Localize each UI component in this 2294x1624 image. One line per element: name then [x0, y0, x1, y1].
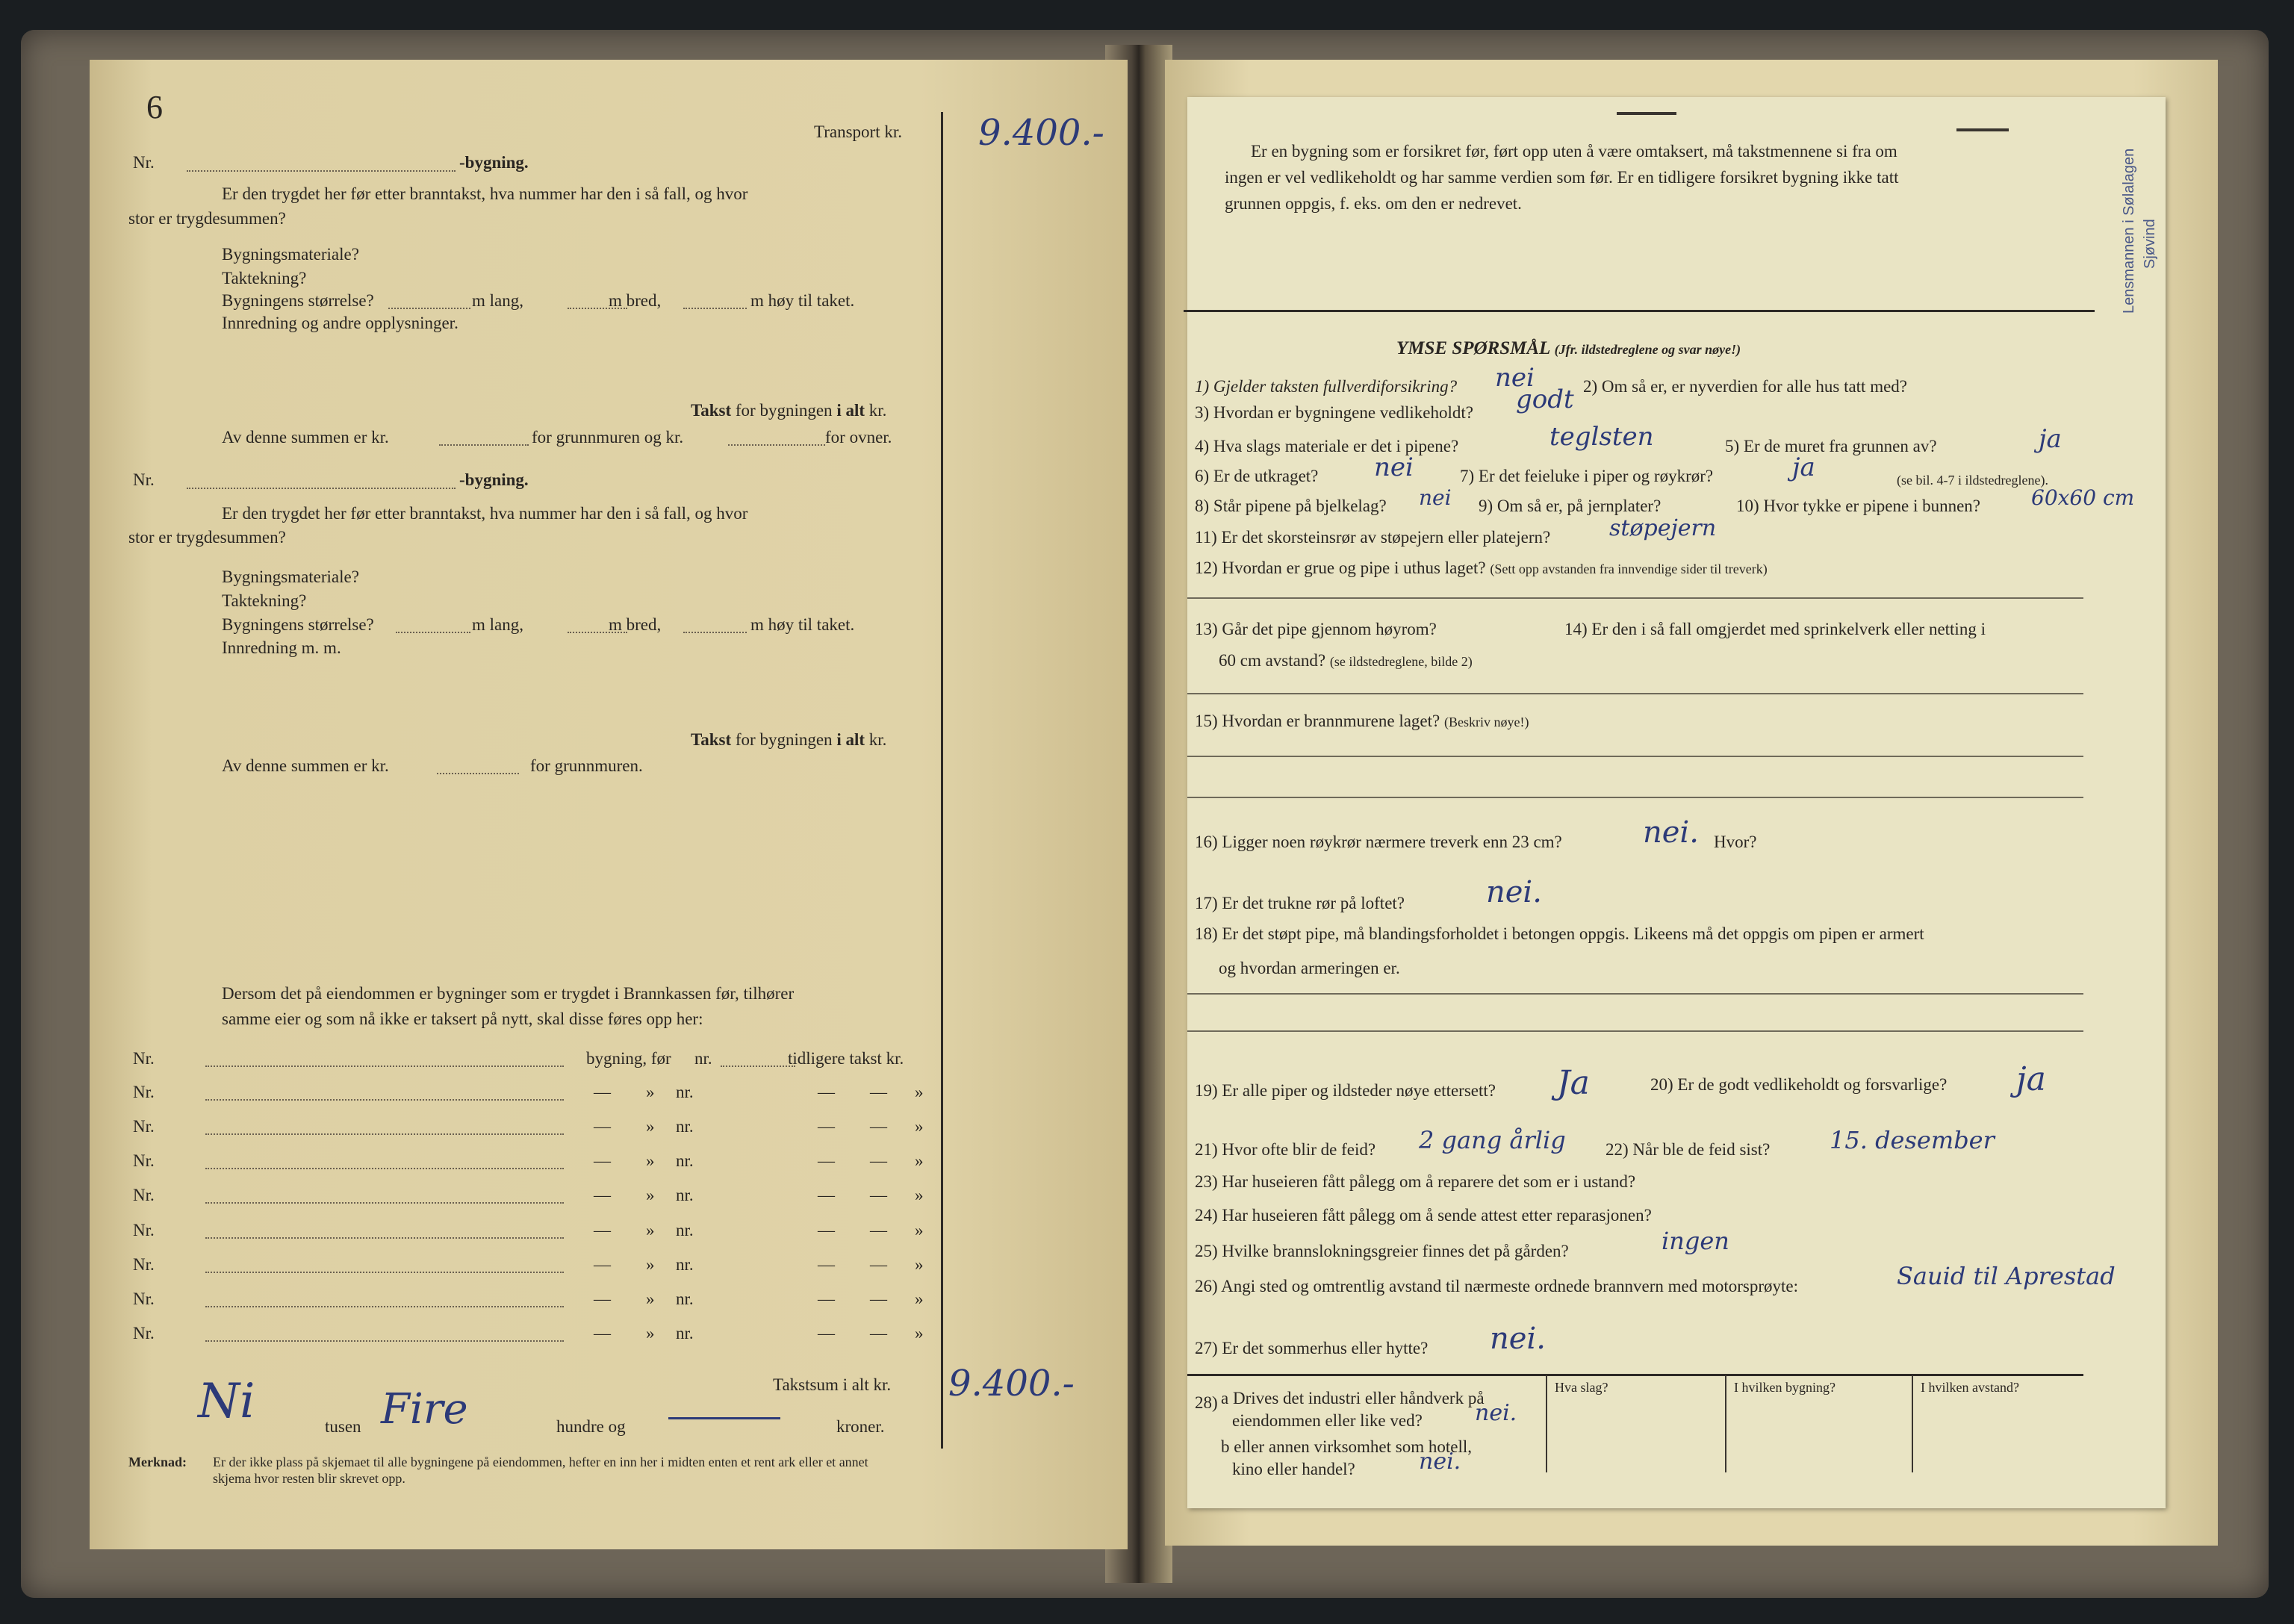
width-unit-2: m bred, [609, 615, 662, 634]
takstsum-label: Takstsum i alt kr. [773, 1375, 892, 1394]
a22: 15. desember [1830, 1126, 1995, 1154]
takst-ialt-2: i alt [836, 730, 865, 749]
height-field-2 [683, 632, 747, 633]
q12-note: (Sett opp avstanden fra innvendige sider til treverk) [1490, 561, 1768, 576]
furnishing-label-2: Innredning m. m. [222, 638, 341, 657]
a19: Ja [1557, 1064, 1590, 1102]
a26: Sauid til Aprestad [1897, 1262, 2116, 1290]
q15: 15) Hvordan er brannmurene laget? [1195, 712, 1440, 730]
list-row-dash: — [594, 1186, 611, 1204]
list-row-nr: Nr. [133, 1151, 155, 1170]
trygdet-question-cont-2: stor er trygdesummen? [128, 528, 286, 547]
list-row-dash: — [870, 1186, 887, 1204]
list-header-bygning: bygning, før [586, 1049, 671, 1068]
a10: 60x60 cm [2031, 485, 2135, 510]
height-unit-2: m høy til taket. [750, 615, 855, 634]
q7-note: (se bil. 4-7 i ildstedreglene). [1897, 473, 2048, 488]
takst-mid: for bygningen [735, 401, 833, 420]
top-note-line2: ingen er vel vedlikeholdt og har samme verdien som før. Er en tidligere forsikret bygning ikke tatt [1225, 168, 1899, 187]
list-row-quote: » [915, 1186, 924, 1204]
q23: 23) Har huseieren fått pålegg om å reparere det som er i ustand? [1195, 1172, 1636, 1191]
rule [1187, 693, 2083, 694]
top-note-line3: grunnen oppgis, f. eks. om den er nedrevet. [1225, 194, 1522, 213]
transport-value: 9.400.- [978, 112, 1104, 154]
takst-prefix: Takst [691, 401, 732, 420]
length-unit-2: m lang, [472, 615, 523, 634]
takst-kr: kr. [868, 401, 887, 420]
a8: nei [1419, 485, 1452, 510]
list-row-field [205, 1202, 564, 1204]
list-row-field [205, 1272, 564, 1273]
rule [1187, 993, 2083, 995]
q8: 8) Står pipene på bjelkelag? [1195, 497, 1387, 515]
q14-note: (se ildstedreglene, bilde 2) [1329, 654, 1473, 669]
list-row-quote: » [646, 1221, 655, 1239]
merknad-text-cont: skjema hvor resten blir skrevet opp. [213, 1471, 405, 1486]
list-row-quote: » [915, 1324, 924, 1343]
q15-note: (Beskriv nøye!) [1444, 715, 1529, 729]
takst-prefix-2: Takst [691, 730, 732, 749]
q17: 17) Er det trukne rør på loftet? [1195, 894, 1405, 912]
a5: ja [2039, 424, 2062, 454]
stoves-label: for ovner. [825, 428, 892, 447]
trygdet-question: Er den trygdet her før etter branntakst, hva nummer har den i så fall, og hvor [222, 184, 748, 203]
handwritten-hundre: Fire [381, 1385, 468, 1434]
length-unit: m lang, [472, 291, 523, 310]
trygdet-question-cont: stor er trygdesummen? [128, 209, 286, 228]
trygdet-question-2: Er den trygdet her før etter branntakst, hva nummer har den i så fall, og hvor [222, 504, 748, 523]
of-sum-label: Av denne summen er kr. [222, 428, 389, 447]
a16: nei. [1643, 815, 1699, 850]
list-row-field [205, 1168, 564, 1169]
tusen-label: tusen [325, 1417, 361, 1436]
top-dash-2 [1956, 128, 2009, 131]
takst-kr-2: kr. [868, 730, 887, 749]
list-row-nr: Nr. [133, 1186, 155, 1204]
section-divider [1184, 310, 2095, 312]
bygning-suffix-2: -bygning. [459, 470, 529, 489]
list-nr-field [721, 1065, 795, 1067]
list-row-dash: — [818, 1186, 835, 1204]
q18: 18) Er det støpt pipe, må blandingsforholdet i betongen oppgis. Likeens må det oppgis om pipen er armert [1195, 924, 1924, 943]
list-row-dash: — [594, 1289, 611, 1308]
list-row-field [205, 1099, 564, 1101]
list-row-dash: — [870, 1221, 887, 1239]
list-row-dash: — [870, 1117, 887, 1136]
a27: nei. [1490, 1322, 1546, 1356]
list-row-nr: Nr. [133, 1083, 155, 1101]
stamp-line1: Lensmannen i Sølalagen [2121, 148, 2137, 314]
list-row-nr-label: nr. [676, 1151, 694, 1170]
list-row-dash: — [818, 1324, 835, 1343]
section-heading-note: (Jfr. ildstedreglene og svar nøye!) [1554, 342, 1741, 357]
list-row-quote: » [915, 1083, 924, 1101]
handwritten-dash [668, 1417, 780, 1419]
length-field-2 [396, 632, 470, 633]
nr-field [187, 170, 456, 172]
list-row-nr-label: nr. [676, 1324, 694, 1343]
rule [1187, 756, 2083, 757]
q6: 6) Er de utkraget? [1195, 467, 1319, 485]
foundation-and-label: for grunnmuren og kr. [532, 428, 684, 447]
handwritten-tusen: Ni [198, 1374, 255, 1429]
list-row-nr: Nr. [133, 1221, 155, 1239]
list-row-dash: — [594, 1255, 611, 1274]
a21: 2 gang årlig [1419, 1126, 1566, 1154]
list-row-nr-label: nr. [676, 1221, 694, 1239]
amount-column-line [941, 112, 943, 1449]
section-heading: YMSE SPØRSMÅL [1396, 338, 1550, 358]
page-number: 6 [146, 89, 163, 125]
takst-mid-2: for bygningen [735, 730, 833, 749]
list-row-dash: — [818, 1255, 835, 1274]
q28a-line1: a Drives det industri eller håndverk på [1221, 1389, 1485, 1407]
roofing-label-2: Taktekning? [222, 591, 307, 610]
q4: 4) Hva slags materiale er det i pipene? [1195, 437, 1459, 455]
list-row-field [205, 1306, 564, 1307]
a20: ja [2016, 1060, 2046, 1098]
q28a-line2: eiendommen eller like ved? [1232, 1411, 1423, 1430]
q27: 27) Er det sommerhus eller hytte? [1195, 1339, 1429, 1357]
q3: 3) Hvordan er bygningene vedlikeholdt? [1195, 403, 1473, 422]
nr-field-2 [187, 488, 456, 489]
list-row-nr-label: nr. [676, 1186, 694, 1204]
list-header-nr: nr. [694, 1049, 712, 1068]
rule [1187, 1030, 2083, 1032]
merknad-label: Merknad: [128, 1455, 187, 1469]
list-row-quote: » [646, 1083, 655, 1101]
list-header-tidligere: tidligere takst kr. [788, 1049, 904, 1068]
a7: ja [1792, 452, 1815, 482]
list-row-dash: — [594, 1324, 611, 1343]
list-row-quote: » [646, 1117, 655, 1136]
q28-number: 28) [1195, 1393, 1218, 1412]
q10: 10) Hvor tykke er pipene i bunnen? [1736, 497, 1981, 515]
list-row-nr: Nr. [133, 1324, 155, 1343]
furnishing-label: Innredning og andre opplysninger. [222, 314, 459, 332]
q24: 24) Har huseieren fått pålegg om å sende attest etter reparasjonen? [1195, 1206, 1652, 1225]
stove-amount-field [728, 444, 825, 446]
q21: 21) Hvor ofte blir de feid? [1195, 1140, 1376, 1159]
list-row-quote: » [646, 1289, 655, 1308]
q16: 16) Ligger noen røykrør nærmere treverk enn 23 cm? [1195, 833, 1562, 851]
col-hvilken-bygning: I hvilken bygning? [1734, 1380, 1835, 1395]
a28b: nei. [1419, 1449, 1461, 1475]
foundation-label-2: for grunnmuren. [530, 756, 643, 775]
list-row-dash: — [818, 1221, 835, 1239]
table-col-divider [1912, 1375, 1913, 1472]
top-note-line1: Er en bygning som er forsikret før, ført opp uten å være omtaksert, må takstmennene si fra om [1251, 142, 1897, 161]
q28b-line1: b eller annen virksomhet som hotell, [1221, 1437, 1472, 1456]
hundre-og-label: hundre og [556, 1417, 626, 1436]
q14b: 60 cm avstand? [1219, 651, 1326, 670]
transport-label: Transport kr. [814, 122, 902, 141]
list-row-dash: — [594, 1151, 611, 1170]
kroner-label: kroner. [836, 1417, 885, 1436]
a17: nei. [1486, 875, 1542, 909]
table-col-divider [1725, 1375, 1726, 1472]
q5: 5) Er de muret fra grunnen av? [1725, 437, 1937, 455]
previous-buildings-intro-cont: samme eier og som nå ikke er taksert på nytt, skal disse føres opp her: [222, 1009, 703, 1028]
takst-ialt: i alt [836, 401, 865, 420]
a3: godt [1516, 385, 1574, 414]
list-row-dash: — [594, 1083, 611, 1101]
a25: ingen [1662, 1227, 1729, 1255]
list-row-dash: — [818, 1151, 835, 1170]
list-name-field [205, 1065, 564, 1067]
q25: 25) Hvilke brannslokningsgreier finnes det på gården? [1195, 1242, 1569, 1260]
top-dash-1 [1617, 112, 1676, 115]
list-row-field [205, 1340, 564, 1342]
a1: nei [1495, 363, 1535, 393]
list-row-dash: — [870, 1255, 887, 1274]
bygning-suffix: -bygning. [459, 153, 529, 172]
list-row-field [205, 1133, 564, 1135]
previous-buildings-intro: Dersom det på eiendommen er bygninger som er trygdet i Brannkassen før, tilhører [222, 984, 795, 1003]
list-row-dash: — [870, 1289, 887, 1308]
q13: 13) Går det pipe gjennom høyrom? [1195, 620, 1437, 638]
a11: støpejern [1609, 515, 1717, 541]
a6: nei [1374, 452, 1414, 482]
length-field [388, 308, 470, 309]
table-col-divider [1546, 1375, 1547, 1472]
foundation-amount-field-2 [437, 773, 519, 774]
list-row-nr: Nr. [133, 1255, 155, 1274]
list-row-dash: — [870, 1151, 887, 1170]
list-row-dash: — [594, 1221, 611, 1239]
q16b: Hvor? [1714, 833, 1757, 851]
q28b-line2: kino eller handel? [1232, 1460, 1355, 1478]
q19: 19) Er alle piper og ildsteder nøye ettersett? [1195, 1081, 1496, 1100]
list-row-quote: » [915, 1151, 924, 1170]
merknad-text: Er der ikke plass på skjemaet til alle bygningene på eiendommen, hefter en inn her i midten enten et rent ark eller et annet [213, 1455, 868, 1469]
q11: 11) Er det skorsteinsrør av støpejern eller platejern? [1195, 528, 1551, 547]
foundation-amount-field [439, 444, 529, 446]
col-hva-slag: Hva slag? [1555, 1380, 1608, 1395]
q12: 12) Hvordan er grue og pipe i uthus laget? [1195, 559, 1486, 577]
a28a: nei. [1475, 1400, 1517, 1426]
q20: 20) Er de godt vedlikeholdt og forsvarlige? [1650, 1075, 1948, 1094]
q26: 26) Angi sted og omtrentlig avstand til nærmeste ordnede brannvern med motorsprøyte: [1195, 1277, 1799, 1295]
col-hvilken-avstand: I hvilken avstand? [1921, 1380, 2019, 1395]
pasted-form-sheet [1187, 97, 2166, 1508]
list-row-nr-label: nr. [676, 1117, 694, 1136]
q22: 22) Når ble de feid sist? [1606, 1140, 1771, 1159]
width-unit: m bred, [609, 291, 662, 310]
q2: 2) Om så er, er nyverdien for alle hus tatt med? [1583, 377, 1908, 396]
material-label-2: Bygningsmateriale? [222, 567, 359, 586]
list-row-dash: — [818, 1083, 835, 1101]
q9: 9) Om så er, på jernplater? [1479, 497, 1662, 515]
list-row-quote: » [646, 1186, 655, 1204]
rule [1187, 797, 2083, 798]
of-sum-label-2: Av denne summen er kr. [222, 756, 389, 775]
list-row-quote: » [915, 1255, 924, 1274]
list-row-nr: Nr. [133, 1117, 155, 1136]
a4: teglsten [1549, 422, 1654, 452]
q18-cont: og hvordan armeringen er. [1219, 959, 1400, 977]
stamp-line2: Sjøvind [2142, 219, 2158, 269]
roofing-label: Taktekning? [222, 269, 307, 287]
takstsum-value: 9.400.- [948, 1363, 1075, 1404]
table-top-rule [1187, 1374, 2083, 1376]
list-nr-label: Nr. [133, 1049, 155, 1068]
nr-label: Nr. [133, 153, 155, 172]
height-field [683, 308, 747, 309]
list-row-dash: — [870, 1083, 887, 1101]
nr-label-2: Nr. [133, 470, 155, 489]
list-row-nr-label: nr. [676, 1289, 694, 1308]
list-row-quote: » [646, 1255, 655, 1274]
list-row-dash: — [870, 1324, 887, 1343]
size-label: Bygningens størrelse? [222, 291, 374, 310]
q1: 1) Gjelder taksten fullverdiforsikring? [1195, 377, 1458, 396]
list-row-field [205, 1237, 564, 1239]
list-row-dash: — [594, 1117, 611, 1136]
list-row-quote: » [915, 1117, 924, 1136]
list-row-nr: Nr. [133, 1289, 155, 1308]
size-label-2: Bygningens størrelse? [222, 615, 374, 634]
q14: 14) Er den i så fall omgjerdet med sprinkelverk eller netting i [1564, 620, 1986, 638]
q7: 7) Er det feieluke i piper og røykrør? [1460, 467, 1714, 485]
list-row-quote: » [915, 1289, 924, 1308]
list-row-quote: » [646, 1151, 655, 1170]
list-row-dash: — [818, 1117, 835, 1136]
list-row-dash: — [818, 1289, 835, 1308]
list-row-quote: » [646, 1324, 655, 1343]
list-row-nr-label: nr. [676, 1083, 694, 1101]
height-unit: m høy til taket. [750, 291, 855, 310]
material-label: Bygningsmateriale? [222, 245, 359, 264]
list-row-nr-label: nr. [676, 1255, 694, 1274]
list-row-quote: » [915, 1221, 924, 1239]
rule [1187, 597, 2083, 599]
